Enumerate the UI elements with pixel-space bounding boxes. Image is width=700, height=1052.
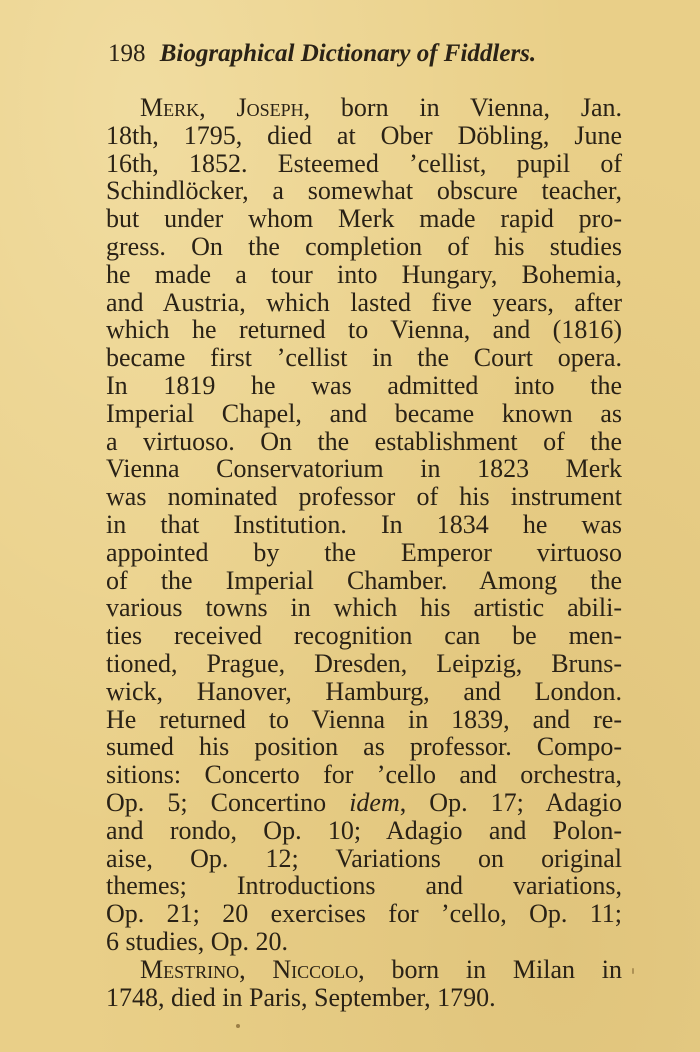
entry-headword: Merk, Joseph, <box>140 93 311 122</box>
entry-merk <box>106 94 622 956</box>
text-line: but under whom Merk made rapid pro- <box>106 204 622 234</box>
text-line: 18th, 1795, died at Ober Döbling, June <box>106 120 622 150</box>
paper-speck <box>632 968 634 974</box>
text-line: became first ’cellist in the Court opera. <box>106 343 622 373</box>
italic-idem: idem <box>349 787 400 817</box>
text-line: Vienna Conservatorium in 1823 Merk <box>106 454 622 484</box>
text-line: Merk, Joseph, born in Vienna, Jan. <box>140 93 622 122</box>
text-line: Schindlöcker, a somewhat obscure teacher, <box>106 176 622 206</box>
text-line: Mestrino, Niccolo, born in Milan in <box>140 954 622 984</box>
text-line: 1748, died in Paris, September, 1790. <box>106 982 496 1012</box>
text-line: he made a tour into Hungary, Bohemia, <box>106 259 622 289</box>
body-text <box>106 94 622 1011</box>
text-line: various towns in which his artistic abili- <box>106 593 622 623</box>
text-line: ties received recognition can be men- <box>106 621 622 651</box>
text-line: Op. 21; 20 exercises for ’cello, Op. 11; <box>106 899 622 929</box>
page-header <box>108 38 536 70</box>
text-line: which he returned to Vienna, and (1816) <box>106 315 622 345</box>
running-title: Biographical Dictionary of Fiddlers. <box>159 40 537 67</box>
text-line: was nominated professor of his instrument <box>106 482 622 512</box>
text-line: in that Institution. In 1834 he was <box>106 509 622 539</box>
text-line: Op. 5; Concertino idem, Op. 17; Adagio <box>106 787 622 817</box>
text-line: tioned, Prague, Dresden, Leipzig, Bruns- <box>106 648 622 678</box>
text-line: appointed by the Emperor virtuoso <box>106 537 622 567</box>
text-line: In 1819 he was admitted into the <box>106 370 622 400</box>
text-line: gress. On the completion of his studies <box>106 231 622 261</box>
text-line: He returned to Vienna in 1839, and re- <box>106 704 622 734</box>
entry-mestrino <box>106 956 622 1012</box>
text-line: of the Imperial Chamber. Among the <box>106 565 622 595</box>
paper-speck <box>236 1024 240 1028</box>
text-line: 6 studies, Op. 20. <box>106 926 288 956</box>
text-line: wick, Hanover, Hamburg, and London. <box>106 676 622 706</box>
text-line: sitions: Concerto for ’cello and orchestra, <box>106 760 622 790</box>
text-line: and rondo, Op. 10; Adagio and Polon- <box>106 815 622 845</box>
text-line: a virtuoso. On the establishment of the <box>106 426 622 456</box>
text-line: and Austria, which lasted five years, after <box>106 287 622 317</box>
text-line: aise, Op. 12; Variations on original <box>106 843 622 873</box>
text-line: Imperial Chapel, and became known as <box>106 398 622 428</box>
entry-headword: Mestrino, Niccolo, <box>140 954 365 984</box>
text-line: themes; Introductions and variations, <box>106 871 622 901</box>
text-line: sumed his position as professor. Compo- <box>106 732 622 762</box>
page-number: 198 <box>108 40 146 67</box>
text-line: 16th, 1852. Esteemed ’cellist, pupil of <box>106 148 622 178</box>
